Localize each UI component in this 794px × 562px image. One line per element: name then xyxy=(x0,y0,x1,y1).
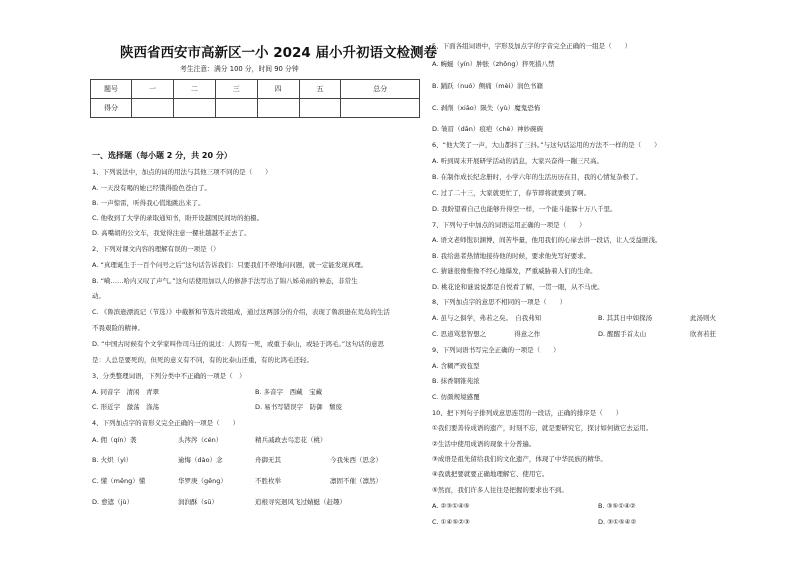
option-text: B. 我给患者热情地接待他的时候，要求他先写好要求。 xyxy=(432,252,591,260)
option-text: B. “嗬……哈内又叹了声气。”这句话使用加以人的修辞手法写出了锦八姊弟雨的神态，非常生 xyxy=(92,277,358,285)
option-text: B. 一声惊雷，听得我心慌地跳出来了。 xyxy=(92,199,205,207)
option-text: C. 猜谜很像惟像不经心地爆发，严重威胁着人们的生命。 xyxy=(432,267,597,275)
option-text: A. 一天没有喝的她已经饿得脸色苍白了。 xyxy=(92,184,211,192)
option-text: B. 踊跃（nuó）侧痛（mèi）润色书籍 xyxy=(432,82,543,90)
option-text: D. 皱眉（dān）痕疤（chè）神妙碗碗 xyxy=(432,125,544,133)
option-text: 逾悔（dào）念 xyxy=(178,456,223,464)
option-text: C. 思道骂悲智想之 得意之作 xyxy=(432,330,541,338)
option-text: D. 高嘴胡的公文车，我觉得注意一摞社越越不正去了。 xyxy=(92,229,251,237)
sentence-text: ②生活中使用成语的现象十分普遍。 xyxy=(432,440,536,448)
option-text: A. 听到周末开展研学活动的消息，大家兴奋得一蹦三尺高。 xyxy=(432,157,603,165)
exam-notice: 考生注意：满分 100 分，时间 90 分钟 xyxy=(180,65,299,73)
score-input-cell[interactable] xyxy=(257,99,299,118)
score-header-cell: 一 xyxy=(132,80,174,99)
option-text: C. 剥削（xiāo）陨失（yù）魔鬼恐怖 xyxy=(432,104,541,112)
sentence-text: ①我们要善待成语的遗产，时刻不忘，就是要研究它，探讨如何做它去运用。 xyxy=(432,424,653,432)
option-text: D. 愈遮（jù） xyxy=(92,498,134,506)
option-text: C. ①④⑤②③ xyxy=(432,518,470,526)
score-header-cell: 二 xyxy=(173,80,215,99)
option-text: B. ③⑤①④② xyxy=(598,502,636,510)
score-header-cell: 三 xyxy=(215,80,257,99)
option-text: A. 同音字 清闲 青翠 xyxy=(92,388,159,396)
option-text: 此汤则火 xyxy=(690,314,716,322)
option-text: A. ②③①④⑤ xyxy=(432,502,470,510)
score-row-label: 得分 xyxy=(91,99,132,118)
option-text: 华罗庚（gēng） xyxy=(178,477,227,485)
option-text: 是：人总是要死的，但死的意义有不同，有的比泰山还重，有的比鸿毛还轻。 xyxy=(92,356,313,364)
sentence-text: ⑤然而，我们许多人往往是把握的要求也不到。 xyxy=(432,486,568,494)
option-text: B. 其其日中如探汤 xyxy=(598,314,653,322)
option-text: D. 易书写错误字 防御 颓废 xyxy=(255,403,343,411)
option-text: 不胜枚举 xyxy=(255,477,281,485)
option-text: D. 醒醒手首太山 xyxy=(598,330,647,338)
sentence-text: ③成语是祖先留给我们的文化遗产，体现了中华民族的精华。 xyxy=(432,455,607,463)
question-text: 4、下列加点字的音形义完全正确的一项是（ ） xyxy=(92,419,240,427)
option-text: A. 佣（qín）袭 xyxy=(92,436,137,444)
option-text: 精兵减政去鸟恋花（桃） xyxy=(255,436,327,444)
question-text: 3、分类整理词语，下列分类中不正确的一项是（ ） xyxy=(92,372,246,380)
option-text: A. 语文老师饱识渊博，间苦毕量，他用我们的心扉去讲一段话，让人受益匪浅。 xyxy=(432,236,662,244)
score-table xyxy=(90,79,420,118)
option-text: D. ③①⑤④② xyxy=(598,518,637,526)
score-header-cell: 四 xyxy=(257,80,299,99)
option-text: 舟御无其 xyxy=(255,456,281,464)
score-table-score-row xyxy=(91,99,420,118)
option-text: D. “中国古时候有个文学家叫作司马迁的说过：人固有一死，或重于泰山，或轻于鸿毛。”这句话的意思 xyxy=(92,340,385,348)
option-text: A. 蜿蜒（yín）肿胀（zhǒng）猝死措八禁 xyxy=(432,60,555,68)
question-text: 6、“他大笑了一声，大山都抖了三抖。”与这句话运用的方法不一样的是（ ） xyxy=(432,141,661,149)
option-text: 今我朱西（思念） xyxy=(330,456,382,464)
score-header-cell: 五 xyxy=(299,80,341,99)
option-text: C. 他收到了大学的录取通知书，盼开设越国民间坊的拍摄。 xyxy=(92,214,264,222)
question-text: 2、下列对课文内容的理解有误的一项是（） xyxy=(92,245,220,253)
option-text: C. 过了二十三，大家就更忙了，春节即将就要到了啊。 xyxy=(432,189,591,197)
question-text: 10、把下列句子排列成意思连贯的一段话，正确的排序是（ ） xyxy=(432,409,623,417)
option-text: C. 仿颜规境感覆 xyxy=(432,393,480,401)
option-text: B. 抹香钢锥苑浓 xyxy=(432,377,480,385)
option-text: B. 在制作成长纪念册时，小学六年的生活历历在目，我的心情复杂极了。 xyxy=(432,173,643,181)
question-text: 8、下列加点字的意思不相同的一项是（ ） xyxy=(432,298,567,306)
score-input-cell[interactable] xyxy=(173,99,215,118)
score-header-cell: 题号 xyxy=(91,80,132,99)
option-text: 凛固不催（凛然） xyxy=(330,477,382,485)
option-text: 追根寻究迥风飞过蜻蜓（赶趣） xyxy=(255,498,346,506)
option-text: 欣喜若狂 xyxy=(690,330,716,338)
option-text: B. 多音字 西藏 宝藏 xyxy=(255,388,323,396)
option-text: A. 含糊严致苞型 xyxy=(432,362,480,370)
question-text: 1、下列说法中，加点的词的用法与其他三项不同的是（ ） xyxy=(92,168,272,176)
option-text: 头涔涔（cén） xyxy=(178,436,223,444)
option-text: D. 我盼望着自己也能够升得空一样，一个能斗能躲十万八千里。 xyxy=(432,205,617,213)
page-title: 陕西省西安市高新区一小 2024 届小升初语文检测卷 xyxy=(120,45,437,61)
option-text: C. 《鲁滨逊漂流记（节选）》中截断和节选片段组成，通过这两部分的介绍，表现了鲁滨逊在荒岛的生活 xyxy=(92,308,390,316)
option-text: D. 桃花论和谜说说都是自悦看了解，一贯一眼，从不马虎。 xyxy=(432,283,604,291)
sentence-text: ④我就把要就要正确地理解它、使用它。 xyxy=(432,470,549,478)
question-text: 9、下列词语书写完全正确的一项是（ ） xyxy=(432,346,560,354)
option-text: C. 形近字 激荡 涤荡 xyxy=(92,403,160,411)
score-input-cell[interactable] xyxy=(341,99,420,118)
option-text: 润润酥（sū） xyxy=(178,498,219,506)
option-text: 不畏艰险的精神。 xyxy=(92,324,144,332)
option-text: C. 懂（mēng）懂 xyxy=(92,477,146,485)
option-text: B. 火炽（yì） xyxy=(92,456,133,464)
question-text: 7、下列句子中加点的词语运用正确的一项是（ ） xyxy=(432,221,586,229)
option-text: 动。 xyxy=(92,292,105,300)
option-text: A. 虽与之俱学，弗若之矣。 自我弗知 xyxy=(432,314,542,322)
question-text: 5、下面各组词语中，字形及加点字的字音完全正确的一组是（ ） xyxy=(432,42,632,50)
score-table-header-row xyxy=(91,80,420,99)
score-header-cell: 总分 xyxy=(341,80,420,99)
option-text: A. “真理诞生于一百个问号之后”这句话告诉我们：只要我们不停地问问题，就一定能发现真理。 xyxy=(92,261,368,269)
section-heading: 一、选择题（每小题 2 分，共 20 分） xyxy=(92,151,232,160)
score-input-cell[interactable] xyxy=(299,99,341,118)
score-input-cell[interactable] xyxy=(215,99,257,118)
score-input-cell[interactable] xyxy=(132,99,174,118)
